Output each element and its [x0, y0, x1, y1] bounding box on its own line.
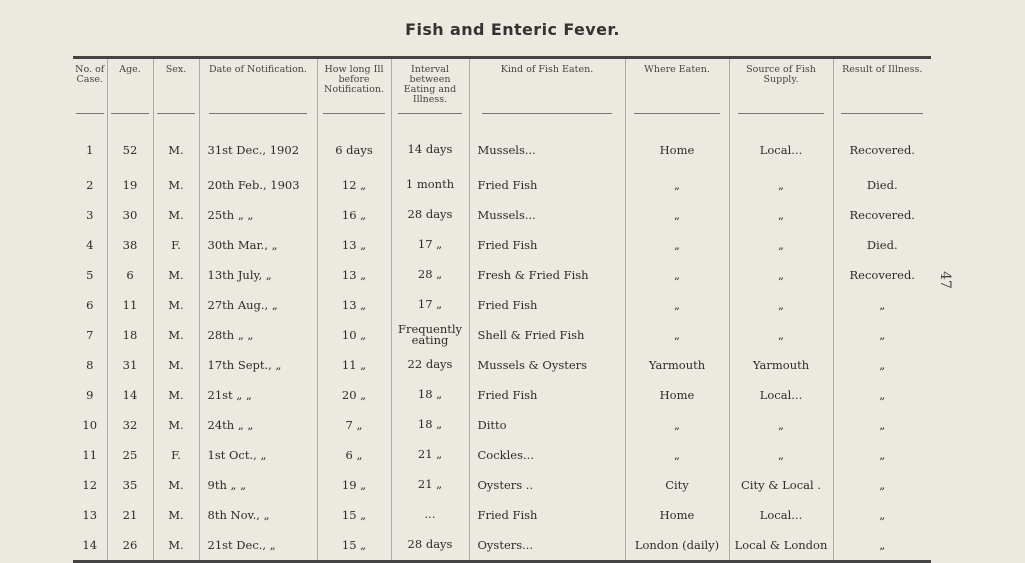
cell-fish: Fried Fish	[469, 170, 625, 200]
cell-date: 24th „ „	[199, 410, 317, 440]
cell-date: 25th „ „	[199, 200, 317, 230]
cell-fish: Mussels & Oysters	[469, 350, 625, 380]
cell-where: London (daily)	[625, 530, 729, 562]
page-number: 47	[936, 271, 953, 289]
cell-where: „	[625, 320, 729, 350]
cell-result: „	[833, 380, 931, 410]
cell-interval: 18 „	[391, 410, 469, 440]
table-row	[73, 260, 931, 290]
cell-interval: 28 days	[391, 200, 469, 230]
cell-date: 21st Dec., „	[199, 530, 317, 562]
cell-no: 2	[86, 177, 94, 192]
cell-result: Recovered.	[833, 200, 931, 230]
cell-ill: 15 „	[317, 530, 391, 562]
cell-fish: Mussels...	[469, 200, 625, 230]
cell-no: 1	[86, 142, 94, 157]
cell-where: „	[625, 440, 729, 470]
cell-sex: M.	[153, 290, 199, 320]
col-header-date: Date of Notification.	[199, 58, 317, 116]
cell-no: 10	[82, 417, 98, 432]
cell-interval: 14 days	[391, 116, 469, 170]
cell-ill: 20 „	[317, 380, 391, 410]
col-header-result: Result of Illness.	[833, 58, 931, 116]
cell-no: 3	[86, 207, 94, 222]
cell-age: 19	[107, 170, 153, 200]
cell-sex: F.	[153, 440, 199, 470]
cell-date: 27th Aug., „	[199, 290, 317, 320]
cell-ill: 13 „	[317, 260, 391, 290]
cell-where: Yarmouth	[625, 350, 729, 380]
cell-ill: 19 „	[317, 470, 391, 500]
table-row	[73, 290, 931, 320]
cell-result: Recovered.	[833, 116, 931, 170]
cell-where: City	[625, 470, 729, 500]
cell-source: Local...	[729, 116, 833, 170]
cell-ill: 13 „	[317, 290, 391, 320]
cell-ill: 10 „	[317, 320, 391, 350]
cell-sex: M.	[153, 380, 199, 410]
cell-fish: Oysters...	[469, 530, 625, 562]
cell-sex: M.	[153, 260, 199, 290]
cell-no: 12	[82, 477, 98, 492]
cell-result: „	[833, 500, 931, 530]
cell-sex: M.	[153, 320, 199, 350]
col-header-where-eaten: Where Eaten.	[625, 58, 729, 116]
cell-where: „	[625, 200, 729, 230]
table-row	[73, 500, 931, 530]
cell-where: „	[625, 230, 729, 260]
cell-date: 21st „ „	[199, 380, 317, 410]
table-row	[73, 530, 931, 562]
cell-age: 6	[107, 260, 153, 290]
col-header-interval: Interval between Eating and Illness.	[391, 58, 469, 116]
cell-fish: Ditto	[469, 410, 625, 440]
cell-age: 38	[107, 230, 153, 260]
cell-result: „	[833, 440, 931, 470]
table-header-row	[73, 58, 931, 116]
cell-age: 35	[107, 470, 153, 500]
cell-date: 1st Oct., „	[199, 440, 317, 470]
cell-interval: 21 „	[391, 440, 469, 470]
table-row	[73, 116, 931, 170]
cell-sex: M.	[153, 200, 199, 230]
cell-fish: Fried Fish	[469, 380, 625, 410]
table-row	[73, 440, 931, 470]
cell-ill: 11 „	[317, 350, 391, 380]
cell-result: Died.	[833, 170, 931, 200]
cell-no: 14	[82, 537, 98, 552]
cell-fish: Fried Fish	[469, 500, 625, 530]
cell-sex: M.	[153, 470, 199, 500]
cell-sex: M.	[153, 410, 199, 440]
cell-no: 9	[86, 387, 94, 402]
cell-date: 28th „ „	[199, 320, 317, 350]
cell-date: 30th Mar., „	[199, 230, 317, 260]
cell-where: Home	[625, 116, 729, 170]
cell-age: 21	[107, 500, 153, 530]
cell-source: „	[729, 260, 833, 290]
cell-interval: 1 month	[391, 170, 469, 200]
cell-where: „	[625, 410, 729, 440]
cell-date: 8th Nov., „	[199, 500, 317, 530]
cell-interval: 17 „	[391, 290, 469, 320]
cell-date: 31st Dec., 1902	[199, 116, 317, 170]
cell-fish: Fried Fish	[469, 290, 625, 320]
cell-source: Local...	[729, 380, 833, 410]
cell-no: 13	[82, 507, 98, 522]
cell-source: „	[729, 410, 833, 440]
cell-sex: F.	[153, 230, 199, 260]
cell-interval: Frequently eating	[391, 320, 469, 350]
cell-sex: M.	[153, 170, 199, 200]
cell-age: 26	[107, 530, 153, 562]
cell-source: „	[729, 440, 833, 470]
cell-source: City & Local .	[729, 470, 833, 500]
cell-ill: 13 „	[317, 230, 391, 260]
cell-fish: Fried Fish	[469, 230, 625, 260]
cell-source: Local & London	[729, 530, 833, 562]
cell-interval: ...	[391, 500, 469, 530]
cell-result: „	[833, 530, 931, 562]
cell-interval: 18 „	[391, 380, 469, 410]
cell-source: Local...	[729, 500, 833, 530]
cell-sex: M.	[153, 350, 199, 380]
col-header-source: Source of Fish Supply.	[729, 58, 833, 116]
cell-age: 32	[107, 410, 153, 440]
cell-result: „	[833, 350, 931, 380]
cell-interval: 28 „	[391, 260, 469, 290]
cell-no: 11	[82, 447, 98, 462]
cell-age: 30	[107, 200, 153, 230]
cell-where: „	[625, 170, 729, 200]
cell-age: 18	[107, 320, 153, 350]
cell-fish: Cockles...	[469, 440, 625, 470]
col-header-age: Age.	[107, 58, 153, 116]
cell-fish: Mussels...	[469, 116, 625, 170]
cell-ill: 7 „	[317, 410, 391, 440]
col-header-kind-of-fish: Kind of Fish Eaten.	[469, 58, 625, 116]
cell-no: 4	[86, 237, 94, 252]
cell-sex: M.	[153, 500, 199, 530]
cell-sex: M.	[153, 116, 199, 170]
cell-fish: Oysters ..	[469, 470, 625, 500]
cell-age: 11	[107, 290, 153, 320]
cell-interval: 21 „	[391, 470, 469, 500]
table-row	[73, 350, 931, 380]
cell-result: „	[833, 410, 931, 440]
cell-source: „	[729, 290, 833, 320]
table-row	[73, 410, 931, 440]
cell-date: 20th Feb., 1903	[199, 170, 317, 200]
cell-no: 5	[86, 267, 94, 282]
cell-interval: 17 „	[391, 230, 469, 260]
col-header-sex: Sex.	[153, 58, 199, 116]
cell-where: „	[625, 290, 729, 320]
cell-interval: 22 days	[391, 350, 469, 380]
cell-where: Home	[625, 500, 729, 530]
table-row	[73, 470, 931, 500]
cell-ill: 6 days	[317, 116, 391, 170]
col-header-how-long-ill: How long Ill before Notification.	[317, 58, 391, 116]
cell-result: „	[833, 320, 931, 350]
cell-result: „	[833, 470, 931, 500]
cell-age: 14	[107, 380, 153, 410]
table-row	[73, 170, 931, 200]
cell-source: „	[729, 230, 833, 260]
table-row	[73, 380, 931, 410]
cell-date: 13th July, „	[199, 260, 317, 290]
cell-no: 7	[86, 327, 94, 342]
cell-ill: 16 „	[317, 200, 391, 230]
cell-age: 31	[107, 350, 153, 380]
table-row	[73, 200, 931, 230]
cell-age: 25	[107, 440, 153, 470]
cell-fish: Fresh & Fried Fish	[469, 260, 625, 290]
page-title: Fish and Enteric Fever.	[405, 20, 620, 39]
cell-interval: 28 days	[391, 530, 469, 562]
cell-source: „	[729, 320, 833, 350]
cell-result: Recovered.	[833, 260, 931, 290]
cell-no: 6	[86, 297, 94, 312]
fish-enteric-fever-table	[73, 56, 931, 563]
cell-no: 8	[86, 357, 94, 372]
col-header-no: No. of Case.	[73, 58, 107, 116]
cell-where: „	[625, 260, 729, 290]
cell-result: Died.	[833, 230, 931, 260]
cell-ill: 12 „	[317, 170, 391, 200]
cell-date: 17th Sept., „	[199, 350, 317, 380]
cell-sex: M.	[153, 530, 199, 562]
cell-source: „	[729, 170, 833, 200]
cell-fish: Shell & Fried Fish	[469, 320, 625, 350]
cell-where: Home	[625, 380, 729, 410]
table-row	[73, 320, 931, 350]
cell-result: „	[833, 290, 931, 320]
table-row	[73, 230, 931, 260]
cell-ill: 15 „	[317, 500, 391, 530]
cell-age: 52	[107, 116, 153, 170]
cell-source: Yarmouth	[729, 350, 833, 380]
cell-date: 9th „ „	[199, 470, 317, 500]
cell-ill: 6 „	[317, 440, 391, 470]
cell-source: „	[729, 200, 833, 230]
